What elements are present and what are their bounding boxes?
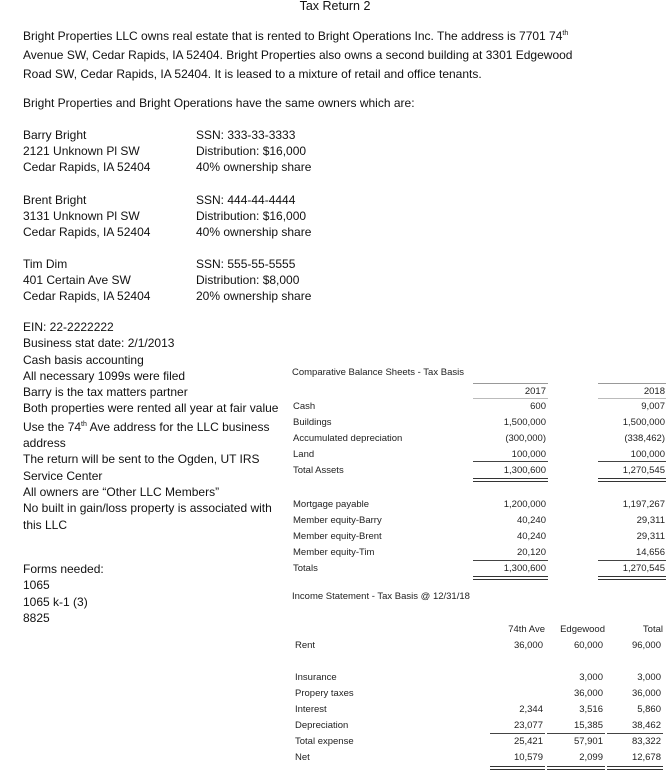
filed-1099: All necessary 1099s were filed xyxy=(23,368,186,383)
is-row-label: Interest xyxy=(295,704,327,715)
bs-row-label: Member equity-Tim xyxy=(293,547,375,558)
bs-cell: 40,240 xyxy=(516,531,546,542)
is-cell: 10,579 xyxy=(513,752,543,763)
is-row-label: Depreciation xyxy=(295,720,349,731)
is-row-label: Net xyxy=(295,752,310,763)
bs-row-label: Accumulated depreciation xyxy=(293,433,403,444)
bs-cell: 1,197,267 xyxy=(622,499,665,510)
other-llc-members: All owners are “Other LLC Members” xyxy=(23,484,220,499)
intro-text-1: Bright Properties LLC owns real estate that is rented to Bright Operations Inc. The address is 7701 74 xyxy=(23,29,563,43)
owner-share: 40% ownership share xyxy=(196,160,312,174)
bs-cell: 600 xyxy=(530,401,546,412)
bs-cell: 1,200,000 xyxy=(503,499,546,510)
form-item: 8825 xyxy=(23,610,50,625)
balance-sheet-title: Comparative Balance Sheets - Tax Basis xyxy=(292,367,464,378)
page-title: Tax Return 2 xyxy=(299,0,371,13)
is-cell: 5,860 xyxy=(637,704,661,715)
is-cell: 2,099 xyxy=(579,752,603,763)
is-row-label: Rent xyxy=(295,640,316,651)
col-total-header: Total xyxy=(642,624,663,635)
owner-ssn: SSN: 333-33-3333 xyxy=(196,128,296,142)
business-address-note xyxy=(23,417,285,452)
built-in-gain: No built in gain/loss property is associated with this LLC xyxy=(23,501,272,532)
bs-row-label: Buildings xyxy=(293,417,332,428)
facts-list xyxy=(23,319,285,533)
bs-row-label: Mortgage payable xyxy=(293,499,370,510)
owner-street: 401 Certain Ave SW xyxy=(23,273,131,287)
bs-cell: 1,270,545 xyxy=(622,465,665,476)
bs-row-label: Cash xyxy=(293,401,316,412)
is-row-label: Propery taxes xyxy=(295,688,354,699)
is-cell: 57,901 xyxy=(573,736,603,747)
owner-distribution: Distribution: $16,000 xyxy=(196,144,307,158)
bs-cell: 100,000 xyxy=(511,449,546,460)
bs-cell: 40,240 xyxy=(516,515,546,526)
is-cell: 3,000 xyxy=(579,672,603,683)
bs-cell: 1,500,000 xyxy=(622,417,665,428)
bs-cell: 9,007 xyxy=(641,401,665,412)
bs-cell: 100,000 xyxy=(630,449,665,460)
bs-row-label: Land xyxy=(293,449,315,460)
owner-street: 3131 Unknown Pl SW xyxy=(23,209,140,223)
owner-distribution: Distribution: $8,000 xyxy=(196,273,300,287)
use-sup: th xyxy=(81,420,87,428)
owner-share: 20% ownership share xyxy=(196,289,312,303)
is-cell: 3,000 xyxy=(637,672,661,683)
col-2017-header: 2017 xyxy=(524,386,546,397)
irs-center: The return will be sent to the Ogden, UT IRS Service Center xyxy=(23,452,260,483)
is-cell: 36,000 xyxy=(513,640,543,651)
bs-cell: 1,300,600 xyxy=(503,563,546,574)
owner-distribution: Distribution: $16,000 xyxy=(196,209,307,223)
is-cell: 23,077 xyxy=(513,720,543,731)
income-statement-title: Income Statement - Tax Basis @ 12/31/18 xyxy=(292,591,470,602)
owner-name: Tim Dim xyxy=(23,257,68,271)
is-cell: 60,000 xyxy=(573,640,603,651)
intro-text-2: Avenue SW, Cedar Rapids, IA 52404. Bright Properties also owns a second building at 3301 Edgewood Road SW, Cedar Rapids, IA 52404. It is leased to a mixture of retail and office tenants. xyxy=(23,48,573,81)
start-date: Business stat date: 2/1/2013 xyxy=(23,336,175,351)
bs-cell: 1,300,600 xyxy=(503,465,546,476)
is-cell: 2,344 xyxy=(519,704,543,715)
bs-row-label: Member equity-Brent xyxy=(293,531,382,542)
is-cell: 15,385 xyxy=(573,720,603,731)
form-item: 1065 xyxy=(23,578,50,593)
bs-cell: (338,462) xyxy=(624,433,665,444)
bs-row-label: Totals xyxy=(293,563,318,574)
owner-city: Cedar Rapids, IA 52404 xyxy=(23,289,151,303)
is-row-label: Total expense xyxy=(295,736,354,747)
owner-name: Barry Bright xyxy=(23,128,87,142)
ein: EIN: 22-2222222 xyxy=(23,320,114,334)
is-cell: 38,462 xyxy=(631,720,661,731)
cash-basis: Cash basis accounting xyxy=(23,352,144,367)
forms-needed xyxy=(23,561,104,626)
bs-row-label: Member equity-Barry xyxy=(293,515,382,526)
is-cell: 3,516 xyxy=(579,704,603,715)
tax-matters-partner: Barry is the tax matters partner xyxy=(23,385,188,400)
intro-paragraph xyxy=(23,24,583,84)
owner-name: Brent Bright xyxy=(23,193,87,207)
owner-ssn: SSN: 444-44-4444 xyxy=(196,193,296,207)
owner-city: Cedar Rapids, IA 52404 xyxy=(23,225,151,239)
is-cell: 36,000 xyxy=(573,688,603,699)
form-item: 1065 k-1 (3) xyxy=(23,594,88,609)
bs-cell: 1,270,545 xyxy=(622,563,665,574)
use-text-b: Ave address for the LLC business address xyxy=(23,419,270,451)
bs-cell: 1,500,000 xyxy=(503,417,546,428)
col-2018-header: 2018 xyxy=(643,386,665,397)
owner-share: 40% ownership share xyxy=(196,225,312,239)
bs-cell: 20,120 xyxy=(516,547,546,558)
rented-fair-value: Both properties were rented all year at fair value xyxy=(23,401,279,416)
use-text-a: Use the 74 xyxy=(23,419,82,434)
bs-cell: 14,656 xyxy=(635,547,665,558)
is-cell: 36,000 xyxy=(631,688,661,699)
bs-row-label: Total Assets xyxy=(293,465,344,476)
owner-city: Cedar Rapids, IA 52404 xyxy=(23,160,151,174)
bs-cell: (300,000) xyxy=(505,433,546,444)
forms-heading: Forms needed: xyxy=(23,562,104,576)
is-row-label: Insurance xyxy=(295,672,337,683)
bs-cell: 29,311 xyxy=(636,515,665,526)
is-cell: 12,678 xyxy=(631,752,661,763)
owner-ssn: SSN: 555-55-5555 xyxy=(196,257,296,271)
owners-heading: Bright Properties and Bright Operations have the same owners which are: xyxy=(23,96,415,110)
col-74th-header: 74th Ave xyxy=(508,624,545,635)
intro-sup: th xyxy=(562,30,569,37)
is-cell: 25,421 xyxy=(513,736,543,747)
is-cell: 83,322 xyxy=(631,736,661,747)
owner-street: 2121 Unknown Pl SW xyxy=(23,144,140,158)
col-edgewood-header: Edgewood xyxy=(560,624,605,635)
bs-cell: 29,311 xyxy=(636,531,665,542)
is-cell: 96,000 xyxy=(631,640,661,651)
